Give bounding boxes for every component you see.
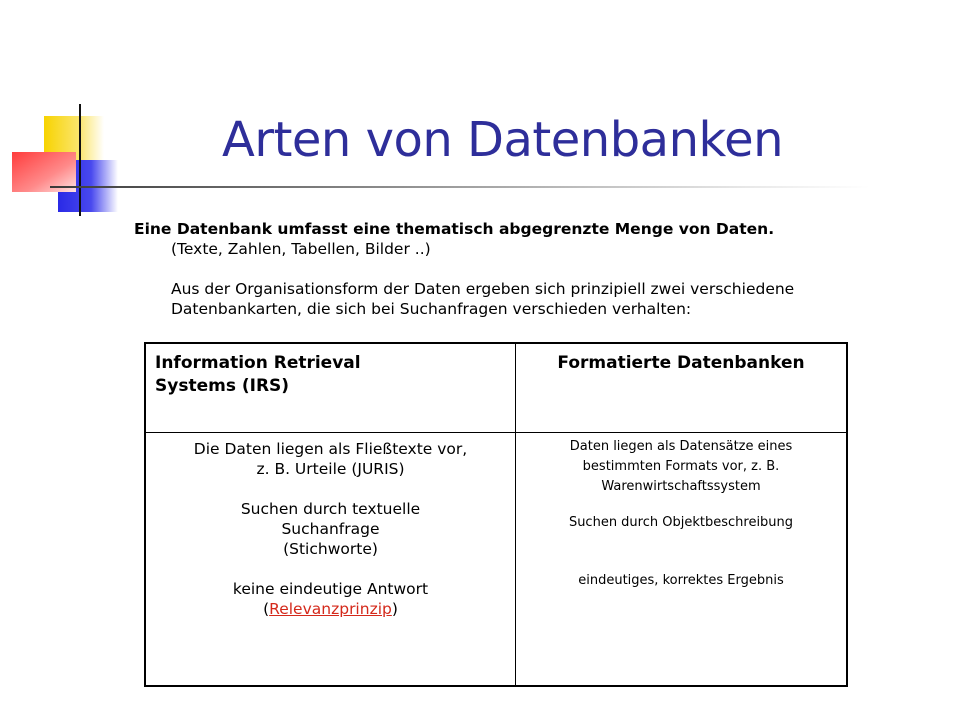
intro-definition: Eine Datenbank umfasst eine thematisch abgegrenzte Menge von Daten. (134, 220, 775, 238)
irs-line-7 (150, 599, 511, 619)
paren-close: ) (391, 600, 398, 618)
irs-line-1: Die Daten liegen als Fließtexte vor, (193, 440, 468, 458)
fdb-line-1: Daten liegen als Datensätze eines (569, 439, 793, 454)
fdb-line-5: eindeutiges, korrektes Ergebnis (578, 573, 784, 588)
decor-vertical-line (79, 104, 81, 216)
relevanzprinzip-link[interactable]: Relevanzprinzip (269, 600, 392, 618)
irs-line-3: Suchen durch textuelle (240, 500, 421, 518)
irs-line-5: (Stichworte) (283, 540, 378, 558)
intro-behaviour-line: Datenbankarten, die sich bei Suchanfragen verschieden verhalten: (171, 300, 692, 318)
irs-line-6: keine eindeutige Antwort (232, 580, 429, 598)
irs-spacer-2 (150, 559, 511, 579)
irs-line-4: Suchanfrage (281, 520, 380, 538)
slide-title: Arten von Datenbanken (222, 112, 784, 168)
fdb-line-2: bestimmten Formats vor, z. B. (582, 459, 780, 474)
fdb-line-4: Suchen durch Objektbeschreibung (568, 515, 794, 530)
fdb-spacer-2 (520, 533, 842, 571)
irs-description (145, 433, 516, 687)
title-underline (50, 186, 870, 188)
table-header-row (145, 343, 847, 433)
intro-text (134, 219, 934, 319)
intro-organisation-line: Aus der Organisationsform der Daten ergeben sich prinzipiell zwei verschiedene (171, 280, 795, 298)
intro-examples: (Texte, Zahlen, Tabellen, Bilder ..) (171, 240, 431, 258)
comparison-table (144, 342, 848, 687)
table-body-row (145, 433, 847, 687)
fdb-line-3: Warenwirtschaftssystem (601, 479, 761, 494)
intro-spacer (134, 259, 934, 279)
header-irs (145, 343, 516, 433)
irs-spacer-1 (150, 479, 511, 499)
header-formatted-db: Formatierte Datenbanken (516, 343, 848, 433)
paren-open: ( (263, 600, 270, 618)
header-irs-line1: Information Retrieval (155, 353, 361, 373)
formatted-db-description (516, 433, 848, 687)
fdb-spacer-1 (520, 497, 842, 513)
irs-line-2: z. B. Urteile (JURIS) (256, 460, 405, 478)
header-irs-line2: Systems (IRS) (155, 376, 290, 396)
